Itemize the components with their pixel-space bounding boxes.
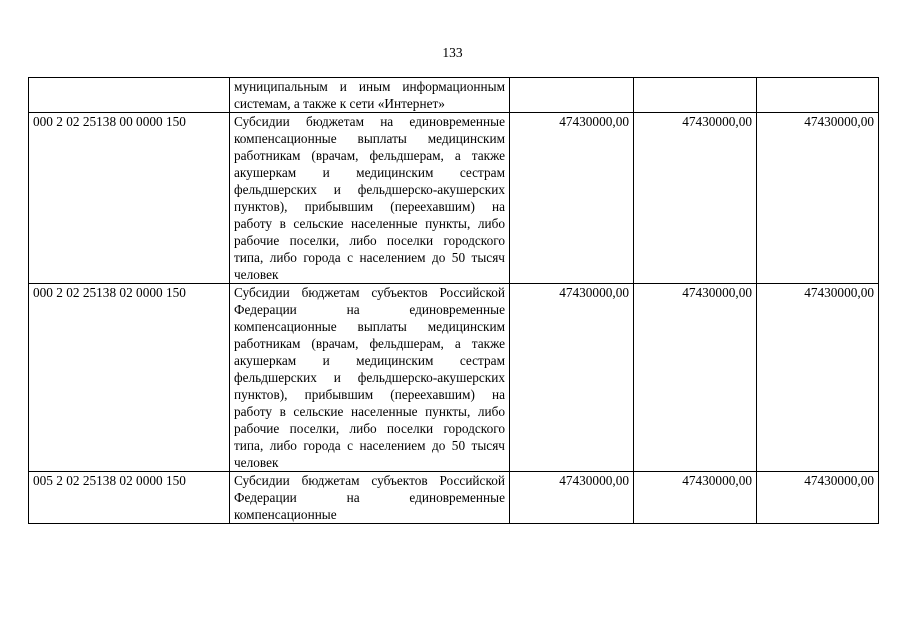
row-code (29, 78, 230, 113)
table-row (29, 472, 879, 524)
row-amount-3 (757, 78, 879, 113)
row-name: Субсидии бюджетам субъектов Российской Федерации на единовременные компенсационные выплаты медицинским работникам (врачам, фельдшерам, а также акушеркам и медицинским сестрам фельдшерских и фельдшерско-акушерских пунктов), прибывшим (переехавшим) на работу в сельские населенные пункты, либо рабочие поселки, либо поселки городского типа, либо города с населением до 50 тысяч человек (230, 284, 510, 472)
table-row (29, 113, 879, 284)
table-row (29, 284, 879, 472)
row-amount-1: 47430000,00 (510, 113, 634, 284)
row-name: муниципальным и иным информационным системам, а также к сети «Интернет» (230, 78, 510, 113)
row-code: 000 2 02 25138 00 0000 150 (29, 113, 230, 284)
row-amount-2 (634, 78, 757, 113)
row-amount-1: 47430000,00 (510, 472, 634, 524)
page-number: 133 (442, 45, 463, 60)
row-amount-3: 47430000,00 (757, 113, 879, 284)
row-amount-1: 47430000,00 (510, 284, 634, 472)
row-name: Субсидии бюджетам субъектов Российской Федерации на единовременные компенсационные (230, 472, 510, 524)
row-code: 000 2 02 25138 02 0000 150 (29, 284, 230, 472)
row-amount-2: 47430000,00 (634, 472, 757, 524)
table-row (29, 78, 879, 113)
row-amount-3: 47430000,00 (757, 472, 879, 524)
row-name: Субсидии бюджетам на единовременные компенсационные выплаты медицинским работникам (врачам, фельдшерам, а также акушеркам и медицинским сестрам фельдшерских и фельдшерско-акушерских пунктов), прибывшим (переехавшим) на работу в сельские населенные пункты, либо рабочие поселки, либо поселки городского типа, либо города с населением до 50 тысяч человек (230, 113, 510, 284)
row-amount-1 (510, 78, 634, 113)
row-code: 005 2 02 25138 02 0000 150 (29, 472, 230, 524)
row-amount-2: 47430000,00 (634, 284, 757, 472)
row-amount-2: 47430000,00 (634, 113, 757, 284)
budget-table (28, 77, 879, 524)
row-amount-3: 47430000,00 (757, 284, 879, 472)
